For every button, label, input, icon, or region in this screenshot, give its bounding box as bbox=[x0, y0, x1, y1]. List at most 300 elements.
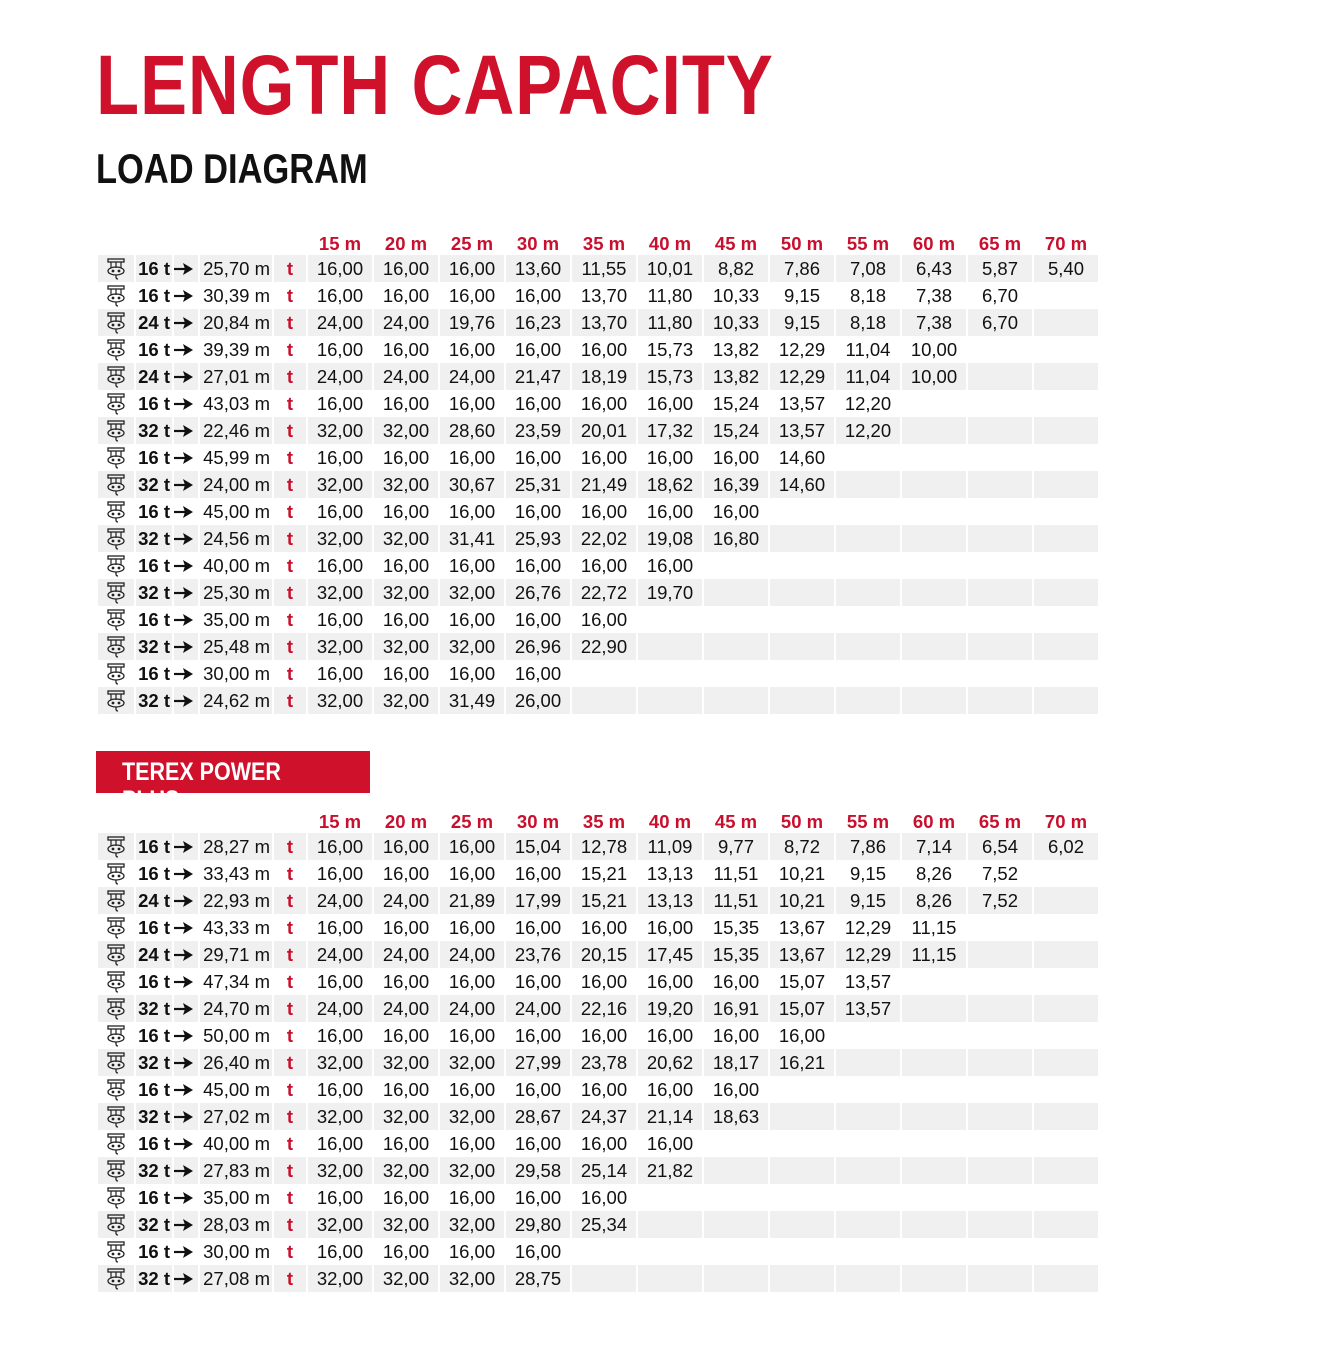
capacity-cell: 16,00 bbox=[374, 833, 438, 860]
load-value: 32 t bbox=[136, 1265, 172, 1292]
capacity-cell bbox=[770, 1076, 834, 1103]
capacity-cell: 23,78 bbox=[572, 1049, 636, 1076]
capacity-cell: 29,80 bbox=[506, 1211, 570, 1238]
capacity-cell: 11,09 bbox=[638, 833, 702, 860]
arrow-right-icon bbox=[174, 444, 198, 471]
capacity-cell: 13,60 bbox=[506, 255, 570, 282]
load-value: 32 t bbox=[136, 633, 172, 660]
arrow-right-icon bbox=[174, 606, 198, 633]
capacity-cell: 16,00 bbox=[506, 1022, 570, 1049]
capacity-cell: 12,20 bbox=[836, 390, 900, 417]
capacity-cell: 6,70 bbox=[968, 309, 1032, 336]
unit-label: t bbox=[274, 552, 306, 579]
capacity-cell: 24,00 bbox=[440, 941, 504, 968]
radius-value: 30,39 m bbox=[200, 282, 272, 309]
capacity-cell: 16,00 bbox=[308, 498, 372, 525]
capacity-cell: 32,00 bbox=[374, 1265, 438, 1292]
capacity-cell: 15,24 bbox=[704, 417, 768, 444]
capacity-cell bbox=[638, 1184, 702, 1211]
capacity-cell bbox=[968, 552, 1032, 579]
capacity-cell: 16,00 bbox=[638, 968, 702, 995]
table-row bbox=[98, 1211, 1098, 1238]
capacity-cell bbox=[770, 1238, 834, 1265]
capacity-cell bbox=[968, 471, 1032, 498]
capacity-cell: 13,57 bbox=[836, 968, 900, 995]
capacity-cell bbox=[968, 390, 1032, 417]
capacity-cell: 24,00 bbox=[374, 309, 438, 336]
capacity-cell bbox=[902, 471, 966, 498]
capacity-cell: 18,19 bbox=[572, 363, 636, 390]
hook-block-icon bbox=[98, 860, 134, 887]
capacity-cell: 16,00 bbox=[308, 660, 372, 687]
capacity-cell: 16,00 bbox=[704, 1076, 768, 1103]
capacity-cell: 32,00 bbox=[374, 525, 438, 552]
radius-value: 26,40 m bbox=[200, 1049, 272, 1076]
capacity-cell bbox=[770, 1265, 834, 1292]
capacity-cell: 8,82 bbox=[704, 255, 768, 282]
capacity-cell bbox=[1034, 687, 1098, 714]
unit-label: t bbox=[274, 1157, 306, 1184]
capacity-cell: 16,00 bbox=[440, 968, 504, 995]
arrow-right-icon bbox=[174, 525, 198, 552]
load-value: 32 t bbox=[136, 471, 172, 498]
capacity-cell bbox=[902, 1238, 966, 1265]
unit-label: t bbox=[274, 1022, 306, 1049]
capacity-cell: 13,57 bbox=[770, 417, 834, 444]
capacity-cell bbox=[902, 633, 966, 660]
table-row bbox=[98, 390, 1098, 417]
capacity-cell: 21,49 bbox=[572, 471, 636, 498]
capacity-cell bbox=[902, 1184, 966, 1211]
capacity-cell: 16,00 bbox=[308, 282, 372, 309]
capacity-cell bbox=[1034, 363, 1098, 390]
capacity-cell: 32,00 bbox=[440, 633, 504, 660]
capacity-cell: 16,00 bbox=[374, 914, 438, 941]
capacity-cell bbox=[1034, 390, 1098, 417]
capacity-cell bbox=[1034, 525, 1098, 552]
capacity-cell: 13,57 bbox=[770, 390, 834, 417]
capacity-cell: 22,02 bbox=[572, 525, 636, 552]
arrow-right-icon bbox=[174, 860, 198, 887]
capacity-cell: 16,00 bbox=[308, 1130, 372, 1157]
hook-block-icon bbox=[98, 1076, 134, 1103]
capacity-cell bbox=[1034, 552, 1098, 579]
capacity-cell bbox=[836, 552, 900, 579]
capacity-cell: 5,87 bbox=[968, 255, 1032, 282]
capacity-cell bbox=[770, 1103, 834, 1130]
capacity-cell bbox=[836, 1157, 900, 1184]
load-value: 32 t bbox=[136, 417, 172, 444]
capacity-cell: 16,23 bbox=[506, 309, 570, 336]
capacity-cell: 16,00 bbox=[440, 1022, 504, 1049]
capacity-cell bbox=[770, 660, 834, 687]
arrow-right-icon bbox=[174, 1238, 198, 1265]
capacity-cell: 10,00 bbox=[902, 336, 966, 363]
capacity-cell: 30,67 bbox=[440, 471, 504, 498]
capacity-cell bbox=[704, 1157, 768, 1184]
unit-label: t bbox=[274, 525, 306, 552]
capacity-cell bbox=[836, 579, 900, 606]
capacity-cell: 15,24 bbox=[704, 390, 768, 417]
capacity-cell: 7,52 bbox=[968, 887, 1032, 914]
capacity-cell bbox=[836, 1211, 900, 1238]
unit-label: t bbox=[274, 995, 306, 1022]
hook-block-icon bbox=[98, 579, 134, 606]
table-row bbox=[98, 1103, 1098, 1130]
capacity-cell: 32,00 bbox=[374, 1049, 438, 1076]
capacity-cell: 16,00 bbox=[572, 390, 636, 417]
capacity-cell bbox=[1034, 941, 1098, 968]
capacity-cell: 26,76 bbox=[506, 579, 570, 606]
load-value: 16 t bbox=[136, 1130, 172, 1157]
section-banner bbox=[96, 751, 370, 814]
capacity-cell: 16,21 bbox=[770, 1049, 834, 1076]
capacity-cell: 24,00 bbox=[308, 363, 372, 390]
capacity-cell bbox=[968, 363, 1032, 390]
capacity-cell: 16,00 bbox=[572, 968, 636, 995]
radius-value: 47,34 m bbox=[200, 968, 272, 995]
capacity-cell: 16,00 bbox=[374, 1022, 438, 1049]
capacity-cell: 11,51 bbox=[704, 860, 768, 887]
table-row bbox=[98, 660, 1098, 687]
arrow-right-icon bbox=[174, 309, 198, 336]
capacity-cell: 11,55 bbox=[572, 255, 636, 282]
capacity-cell: 5,40 bbox=[1034, 255, 1098, 282]
capacity-cell: 11,15 bbox=[902, 914, 966, 941]
hook-block-icon bbox=[98, 255, 134, 282]
capacity-cell: 32,00 bbox=[440, 1211, 504, 1238]
capacity-cell bbox=[902, 552, 966, 579]
radius-value: 25,30 m bbox=[200, 579, 272, 606]
capacity-cell bbox=[1034, 1103, 1098, 1130]
capacity-cell bbox=[704, 1238, 768, 1265]
unit-label: t bbox=[274, 309, 306, 336]
capacity-cell: 20,01 bbox=[572, 417, 636, 444]
capacity-cell: 17,32 bbox=[638, 417, 702, 444]
capacity-cell: 16,00 bbox=[308, 1076, 372, 1103]
capacity-cell: 13,67 bbox=[770, 941, 834, 968]
capacity-cell: 16,00 bbox=[638, 498, 702, 525]
capacity-cell: 16,00 bbox=[506, 1184, 570, 1211]
capacity-cell bbox=[836, 660, 900, 687]
capacity-cell: 16,00 bbox=[506, 914, 570, 941]
unit-label: t bbox=[274, 336, 306, 363]
capacity-cell bbox=[902, 1130, 966, 1157]
hook-block-icon bbox=[98, 417, 134, 444]
radius-value: 24,00 m bbox=[200, 471, 272, 498]
capacity-cell bbox=[704, 1211, 768, 1238]
load-value: 32 t bbox=[136, 995, 172, 1022]
hook-block-icon bbox=[98, 1157, 134, 1184]
arrow-right-icon bbox=[174, 498, 198, 525]
unit-label: t bbox=[274, 390, 306, 417]
capacity-cell: 22,90 bbox=[572, 633, 636, 660]
unit-label: t bbox=[274, 498, 306, 525]
radius-value: 45,00 m bbox=[200, 498, 272, 525]
load-value: 16 t bbox=[136, 1022, 172, 1049]
capacity-cell bbox=[1034, 995, 1098, 1022]
capacity-cell: 13,13 bbox=[638, 860, 702, 887]
unit-label: t bbox=[274, 282, 306, 309]
capacity-cell: 16,00 bbox=[308, 444, 372, 471]
capacity-cell: 16,00 bbox=[506, 968, 570, 995]
arrow-right-icon bbox=[174, 552, 198, 579]
capacity-cell: 12,20 bbox=[836, 417, 900, 444]
column-header: 35 m bbox=[582, 811, 626, 832]
capacity-cell bbox=[638, 687, 702, 714]
radius-value: 24,62 m bbox=[200, 687, 272, 714]
arrow-right-icon bbox=[174, 1211, 198, 1238]
capacity-cell: 24,00 bbox=[308, 995, 372, 1022]
hook-block-icon bbox=[98, 363, 134, 390]
capacity-cell: 12,29 bbox=[836, 941, 900, 968]
capacity-cell bbox=[968, 968, 1032, 995]
capacity-cell: 7,86 bbox=[770, 255, 834, 282]
capacity-cell bbox=[638, 1238, 702, 1265]
arrow-right-icon bbox=[174, 1022, 198, 1049]
hook-block-icon bbox=[98, 1049, 134, 1076]
capacity-cell: 10,33 bbox=[704, 309, 768, 336]
table-row bbox=[98, 968, 1098, 995]
capacity-cell bbox=[572, 660, 636, 687]
capacity-cell: 32,00 bbox=[440, 1157, 504, 1184]
capacity-cell bbox=[902, 1211, 966, 1238]
capacity-cell: 16,00 bbox=[638, 1130, 702, 1157]
hook-block-icon bbox=[98, 914, 134, 941]
arrow-right-icon bbox=[174, 941, 198, 968]
column-header: 15 m bbox=[318, 811, 362, 832]
unit-label: t bbox=[274, 444, 306, 471]
radius-value: 22,93 m bbox=[200, 887, 272, 914]
table-row bbox=[98, 1076, 1098, 1103]
capacity-cell: 16,00 bbox=[572, 1130, 636, 1157]
arrow-right-icon bbox=[174, 1076, 198, 1103]
capacity-cell: 16,00 bbox=[440, 336, 504, 363]
capacity-cell bbox=[968, 336, 1032, 363]
load-value: 16 t bbox=[136, 498, 172, 525]
capacity-cell bbox=[968, 1103, 1032, 1130]
capacity-cell: 16,00 bbox=[638, 444, 702, 471]
capacity-cell: 28,60 bbox=[440, 417, 504, 444]
capacity-cell: 24,00 bbox=[374, 941, 438, 968]
capacity-cell: 28,75 bbox=[506, 1265, 570, 1292]
capacity-cell bbox=[1034, 1265, 1098, 1292]
column-header: 30 m bbox=[516, 811, 560, 832]
capacity-cell: 16,00 bbox=[308, 914, 372, 941]
column-header: 55 m bbox=[846, 233, 890, 254]
capacity-cell: 7,52 bbox=[968, 860, 1032, 887]
unit-label: t bbox=[274, 417, 306, 444]
table-row bbox=[98, 606, 1098, 633]
capacity-cell: 18,63 bbox=[704, 1103, 768, 1130]
load-value: 24 t bbox=[136, 887, 172, 914]
table-row bbox=[98, 1157, 1098, 1184]
capacity-cell: 27,99 bbox=[506, 1049, 570, 1076]
capacity-cell: 32,00 bbox=[374, 1211, 438, 1238]
capacity-cell: 16,00 bbox=[638, 390, 702, 417]
capacity-cell bbox=[1034, 1184, 1098, 1211]
table-row bbox=[98, 633, 1098, 660]
unit-label: t bbox=[274, 887, 306, 914]
column-header: 45 m bbox=[714, 233, 758, 254]
capacity-cell bbox=[1034, 471, 1098, 498]
capacity-cell: 24,00 bbox=[440, 363, 504, 390]
radius-value: 40,00 m bbox=[200, 1130, 272, 1157]
capacity-cell: 16,00 bbox=[308, 255, 372, 282]
capacity-cell bbox=[1034, 579, 1098, 606]
capacity-cell bbox=[902, 687, 966, 714]
column-header: 55 m bbox=[846, 811, 890, 832]
capacity-cell: 10,21 bbox=[770, 860, 834, 887]
capacity-cell: 21,89 bbox=[440, 887, 504, 914]
capacity-cell: 24,00 bbox=[308, 941, 372, 968]
table-row bbox=[98, 1130, 1098, 1157]
capacity-cell: 16,00 bbox=[440, 660, 504, 687]
capacity-cell bbox=[836, 606, 900, 633]
capacity-cell: 15,07 bbox=[770, 995, 834, 1022]
load-table-power-plus bbox=[96, 806, 1100, 1292]
capacity-cell bbox=[968, 995, 1032, 1022]
capacity-cell bbox=[968, 660, 1032, 687]
capacity-cell: 16,00 bbox=[704, 1022, 768, 1049]
capacity-cell: 8,72 bbox=[770, 833, 834, 860]
arrow-right-icon bbox=[174, 363, 198, 390]
load-value: 32 t bbox=[136, 687, 172, 714]
load-value: 16 t bbox=[136, 444, 172, 471]
capacity-cell: 16,00 bbox=[374, 444, 438, 471]
capacity-cell: 16,00 bbox=[704, 498, 768, 525]
radius-value: 30,00 m bbox=[200, 660, 272, 687]
load-value: 16 t bbox=[136, 552, 172, 579]
capacity-cell: 16,00 bbox=[572, 1076, 636, 1103]
capacity-cell bbox=[1034, 1049, 1098, 1076]
capacity-cell: 32,00 bbox=[440, 1265, 504, 1292]
column-header: 20 m bbox=[384, 233, 428, 254]
capacity-cell: 32,00 bbox=[440, 1049, 504, 1076]
arrow-right-icon bbox=[174, 1157, 198, 1184]
radius-value: 43,03 m bbox=[200, 390, 272, 417]
capacity-cell bbox=[770, 498, 834, 525]
capacity-cell bbox=[968, 417, 1032, 444]
capacity-cell bbox=[1034, 887, 1098, 914]
capacity-cell: 24,00 bbox=[374, 995, 438, 1022]
capacity-cell bbox=[968, 1022, 1032, 1049]
capacity-cell: 16,00 bbox=[308, 1238, 372, 1265]
capacity-cell: 22,72 bbox=[572, 579, 636, 606]
capacity-cell bbox=[836, 633, 900, 660]
radius-value: 27,01 m bbox=[200, 363, 272, 390]
capacity-cell bbox=[1034, 1211, 1098, 1238]
capacity-cell: 16,00 bbox=[704, 968, 768, 995]
capacity-cell: 24,00 bbox=[308, 887, 372, 914]
hook-block-icon bbox=[98, 1184, 134, 1211]
radius-value: 45,99 m bbox=[200, 444, 272, 471]
hook-block-icon bbox=[98, 390, 134, 417]
capacity-cell: 16,00 bbox=[572, 498, 636, 525]
column-header: 25 m bbox=[450, 811, 494, 832]
load-value: 16 t bbox=[136, 660, 172, 687]
arrow-right-icon bbox=[174, 1130, 198, 1157]
table-row bbox=[98, 1265, 1098, 1292]
radius-value: 45,00 m bbox=[200, 1076, 272, 1103]
capacity-cell: 7,14 bbox=[902, 833, 966, 860]
arrow-right-icon bbox=[174, 633, 198, 660]
capacity-cell: 16,00 bbox=[572, 444, 636, 471]
capacity-cell: 14,60 bbox=[770, 471, 834, 498]
table-row bbox=[98, 552, 1098, 579]
column-header: 65 m bbox=[978, 811, 1022, 832]
capacity-cell bbox=[968, 1130, 1032, 1157]
hook-block-icon bbox=[98, 833, 134, 860]
table-row bbox=[98, 1238, 1098, 1265]
capacity-cell bbox=[902, 660, 966, 687]
hook-block-icon bbox=[98, 471, 134, 498]
capacity-cell: 16,00 bbox=[374, 606, 438, 633]
capacity-cell bbox=[968, 498, 1032, 525]
capacity-cell: 16,00 bbox=[374, 660, 438, 687]
capacity-cell bbox=[1034, 914, 1098, 941]
unit-label: t bbox=[274, 860, 306, 887]
capacity-cell bbox=[1034, 336, 1098, 363]
column-header: 15 m bbox=[318, 233, 362, 254]
capacity-cell: 8,26 bbox=[902, 860, 966, 887]
radius-value: 27,02 m bbox=[200, 1103, 272, 1130]
capacity-cell: 8,18 bbox=[836, 309, 900, 336]
capacity-cell: 15,21 bbox=[572, 887, 636, 914]
table-row bbox=[98, 941, 1098, 968]
capacity-cell: 23,76 bbox=[506, 941, 570, 968]
table-row bbox=[98, 860, 1098, 887]
capacity-cell: 16,00 bbox=[374, 968, 438, 995]
capacity-cell: 15,04 bbox=[506, 833, 570, 860]
unit-label: t bbox=[274, 1049, 306, 1076]
capacity-cell bbox=[968, 1076, 1032, 1103]
capacity-cell bbox=[968, 606, 1032, 633]
capacity-cell: 16,91 bbox=[704, 995, 768, 1022]
column-header: 20 m bbox=[384, 811, 428, 832]
capacity-cell bbox=[902, 525, 966, 552]
capacity-cell: 10,01 bbox=[638, 255, 702, 282]
capacity-cell: 32,00 bbox=[308, 1103, 372, 1130]
arrow-right-icon bbox=[174, 995, 198, 1022]
capacity-cell: 13,67 bbox=[770, 914, 834, 941]
capacity-cell: 9,15 bbox=[836, 860, 900, 887]
capacity-cell bbox=[704, 660, 768, 687]
hook-block-icon bbox=[98, 525, 134, 552]
header-row bbox=[98, 806, 1098, 833]
unit-label: t bbox=[274, 633, 306, 660]
radius-value: 20,84 m bbox=[200, 309, 272, 336]
capacity-cell bbox=[836, 1103, 900, 1130]
arrow-right-icon bbox=[174, 968, 198, 995]
radius-value: 27,08 m bbox=[200, 1265, 272, 1292]
unit-label: t bbox=[274, 1265, 306, 1292]
capacity-cell: 11,15 bbox=[902, 941, 966, 968]
capacity-cell bbox=[1034, 968, 1098, 995]
capacity-cell: 21,47 bbox=[506, 363, 570, 390]
arrow-right-icon bbox=[174, 390, 198, 417]
capacity-cell: 16,00 bbox=[638, 1022, 702, 1049]
capacity-cell: 19,70 bbox=[638, 579, 702, 606]
capacity-cell: 32,00 bbox=[308, 579, 372, 606]
arrow-right-icon bbox=[174, 1184, 198, 1211]
column-header: 40 m bbox=[648, 811, 692, 832]
capacity-cell: 23,59 bbox=[506, 417, 570, 444]
capacity-cell: 19,08 bbox=[638, 525, 702, 552]
capacity-cell: 11,80 bbox=[638, 309, 702, 336]
capacity-cell: 16,00 bbox=[440, 498, 504, 525]
capacity-cell bbox=[836, 471, 900, 498]
